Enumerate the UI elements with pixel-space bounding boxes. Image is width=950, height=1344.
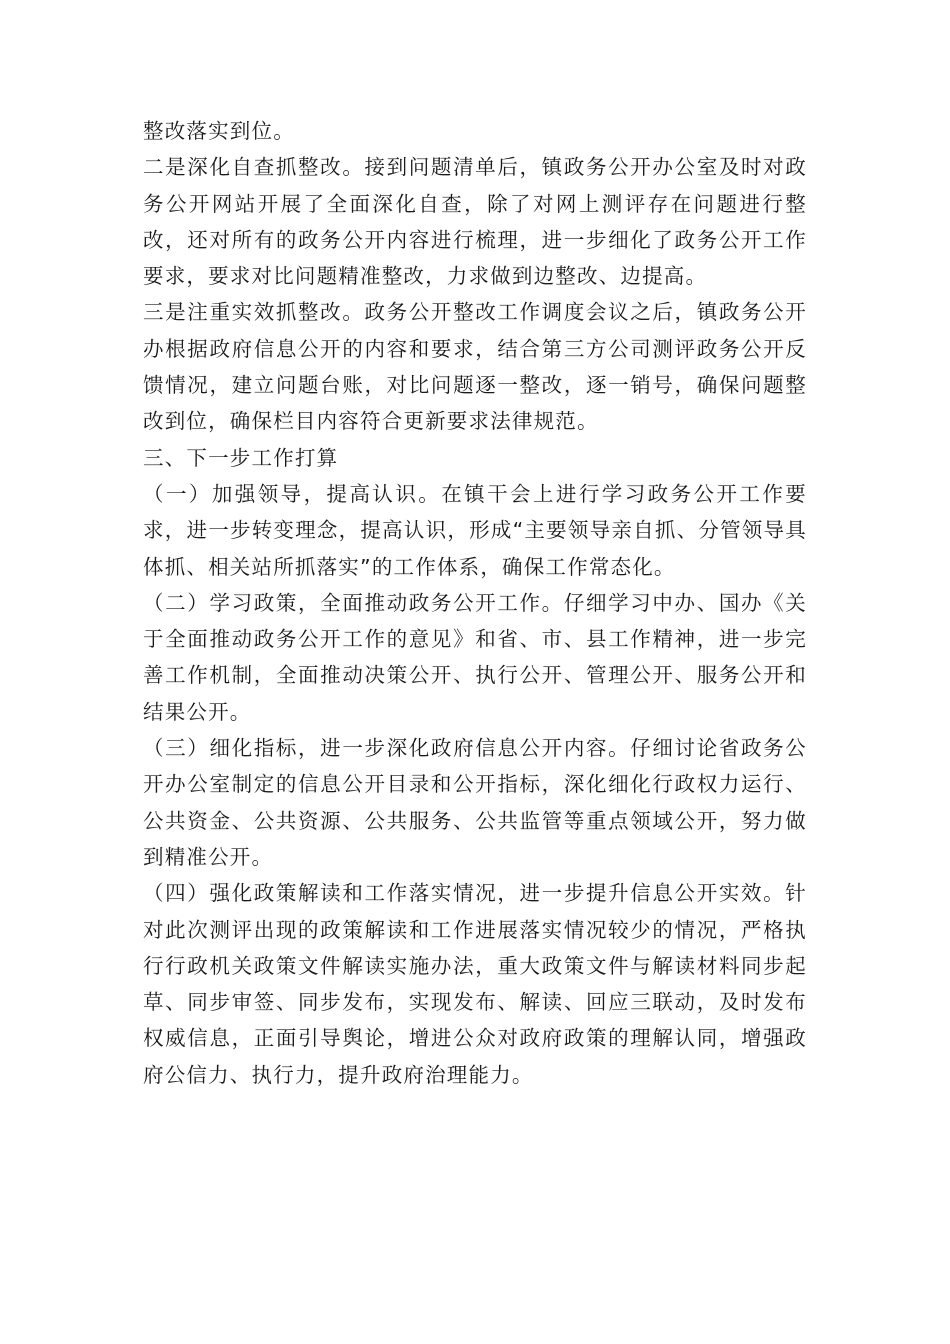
paragraph-item-1: （一）加强领导，提高认识。在镇干会上进行学习政务公开工作要求，进一步转变理念，提高认识，形成“主要领导亲自抓、分管领导具体抓、相关站所抓落实”的工作体系，确保工作常态化。 [143, 481, 807, 579]
paragraph-effectiveness: 三是注重实效抓整改。政务公开整改工作调度会议之后，镇政务公开办根据政府信息公开的内容和要求，结合第三方公司测评政务公开反馈情况，建立问题台账，对比问题逐一整改，逐一销号，确保问题整改到位，确保栏目内容符合更新要求法律规范。 [143, 300, 807, 434]
paragraph-self-inspection: 二是深化自查抓整改。接到问题清单后，镇政务公开办公室及时对政务公开网站开展了全面深化自查，除了对网上测评存在问题进行整改，还对所有的政务公开内容进行梳理，进一步细化了政务公开工作要求，要求对比问题精准整改，力求做到边整改、边提高。 [143, 155, 807, 289]
paragraph-continuation: 整改落实到位。 [143, 119, 295, 143]
document-body [143, 113, 807, 1093]
section-heading-next-steps: 三、下一步工作打算 [143, 445, 339, 470]
paragraph-item-4: （四）强化政策解读和工作落实情况，进一步提升信息公开实效。针对此次测评出现的政策解读和工作进展落实情况较少的情况，严格执行行政机关政策文件解读实施办法，重大政策文件与解读材料同步起草、同步审签、同步发布，实现发布、解读、回应三联动，及时发布权威信息，正面引导舆论，增进公众对政府政策的理解认同，增强政府公信力、执行力，提升政府治理能力。 [143, 881, 807, 1087]
paragraph-item-3: （三）细化指标，进一步深化政府信息公开内容。仔细讨论省政务公开办公室制定的信息公开目录和公开指标，深化细化行政权力运行、公共资金、公共资源、公共服务、公共监管等重点领域公开，努力做到精准公开。 [143, 736, 807, 869]
paragraph-item-2: （二）学习政策，全面推动政务公开工作。仔细学习中办、国办《关于全面推动政务公开工作的意见》和省、市、县工作精神，进一步完善工作机制，全面推动决策公开、执行公开、管理公开、服务公开和结果公开。 [143, 590, 807, 724]
